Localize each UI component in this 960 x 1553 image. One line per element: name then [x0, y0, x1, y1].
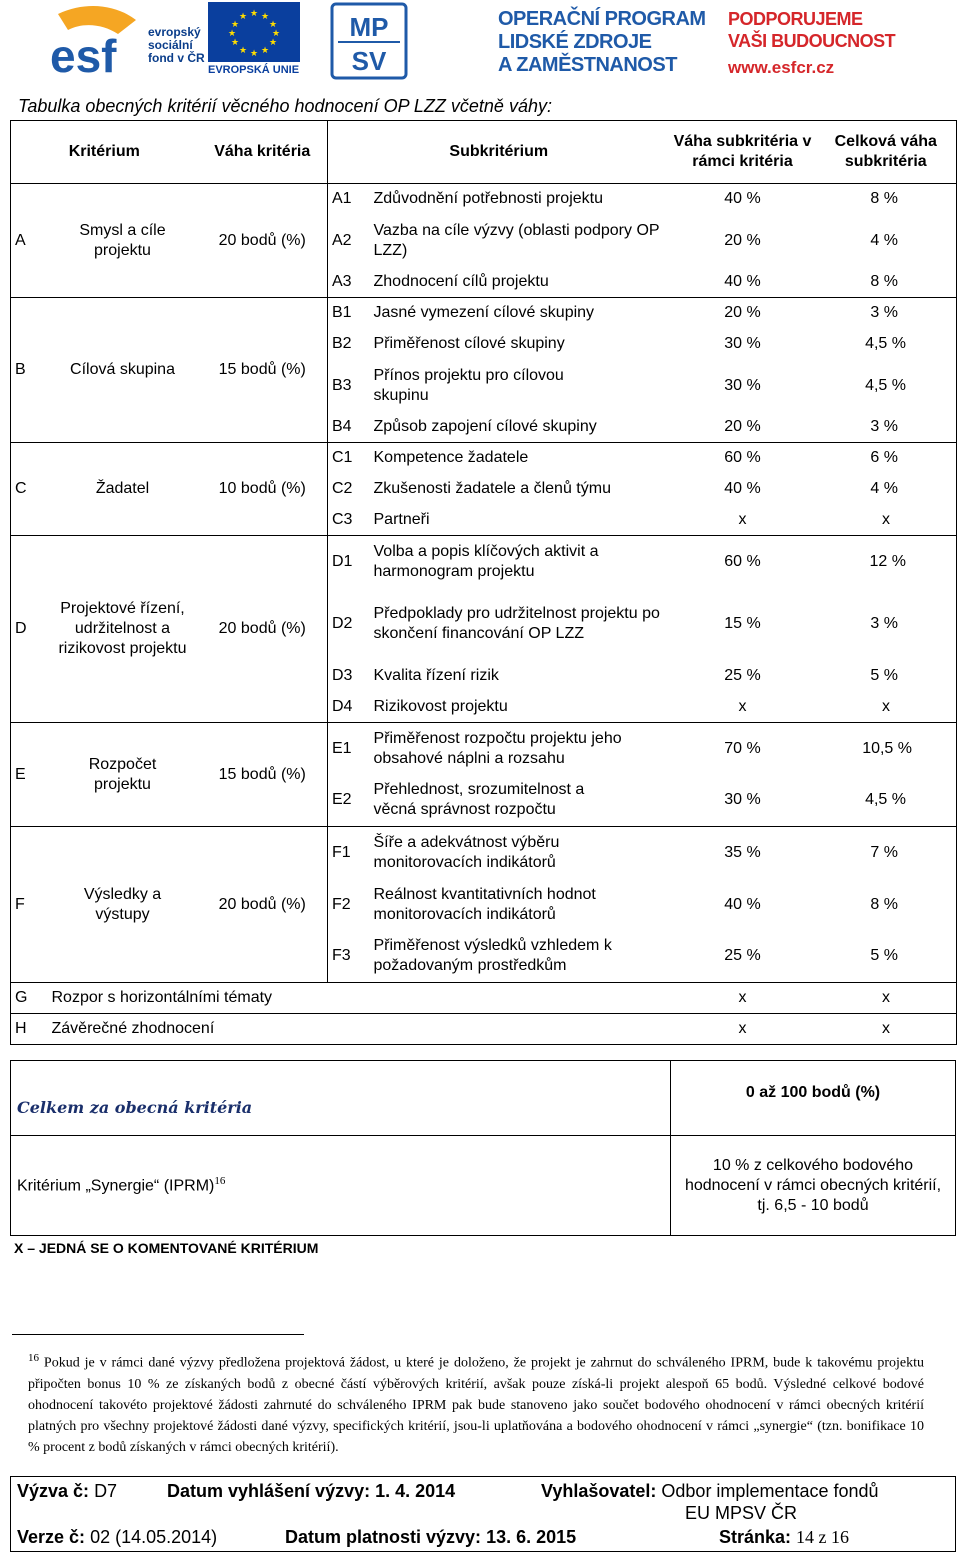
criterion-weight: 10 bodů (%) [198, 443, 328, 536]
sub-code: C2 [328, 474, 370, 505]
sub-weight: 40 % [724, 190, 761, 208]
sub-total: x [816, 983, 957, 1014]
sub-code: F2 [328, 879, 370, 931]
footnote-divider [12, 1334, 304, 1335]
sub-code: D4 [328, 692, 370, 723]
sub-code: E1 [328, 723, 370, 775]
sub-code: D3 [328, 661, 370, 692]
criterion-letter: G [11, 983, 48, 1014]
sub-name: Vazba na cíle výzvy (oblasti podpory OP LZZ) [373, 221, 660, 259]
sub-total: 4,5 % [816, 775, 957, 827]
table-caption: Tabulka obecných kritérií věcného hodnocení OP LZZ včetně váhy: [18, 96, 552, 116]
sub-total: 12 % [816, 536, 957, 588]
svg-text:★: ★ [271, 29, 281, 39]
criterion-letter: C [11, 443, 48, 536]
sub-weight: 30 % [670, 775, 816, 827]
svg-text:★: ★ [249, 9, 259, 19]
sub-total: 8 % [816, 184, 957, 215]
criterion-letter: A [11, 184, 48, 298]
svg-text:★: ★ [260, 12, 270, 22]
footnote-ref: 16 [214, 1174, 226, 1187]
summary-table [10, 1060, 956, 1236]
sub-code: B2 [328, 329, 370, 360]
col-weight: Váha kritéria [198, 121, 328, 184]
eu-stars-icon [208, 2, 300, 62]
table-row [11, 298, 957, 329]
sub-total: x [816, 692, 957, 723]
esf-text: evropský sociální fond v ČR [148, 25, 205, 65]
sub-total: x [816, 505, 957, 536]
sub-code: A2 [328, 215, 370, 267]
esf-logo [48, 4, 140, 78]
table-row [11, 827, 957, 879]
sub-total: 8 % [816, 267, 957, 298]
table-row [11, 536, 957, 588]
table-row [11, 443, 957, 474]
sub-total: 6 % [816, 443, 957, 474]
sub-code: B1 [328, 298, 370, 329]
criterion-weight: 15 bodů (%) [198, 723, 328, 827]
footer-valid: Datum platnosti výzvy: 13. 6. 2015 [285, 1527, 577, 1547]
sub-weight: x [670, 505, 816, 536]
col-subcriterion: Subkritérium [328, 121, 670, 184]
sub-total: 5 % [816, 931, 957, 983]
criterion-name: Cílová skupina [48, 298, 198, 443]
svg-text:★: ★ [249, 49, 259, 59]
sub-weight: 20 % [670, 412, 816, 443]
criterion-name: Rozpor s horizontálními tématy [48, 983, 670, 1014]
sub-weight: 40 % [670, 267, 816, 298]
criterion-weight: 20 bodů (%) [198, 184, 328, 298]
sub-name: Reálnost kvantitativních hodnot monitorovacích indikátorů [373, 885, 596, 923]
summary-row [11, 1136, 956, 1236]
criterion-letter: E [11, 723, 48, 827]
sub-weight: 30 % [724, 376, 761, 394]
sub-total: 7 % [816, 827, 957, 879]
sub-total: 3 % [816, 298, 957, 329]
svg-text:★: ★ [268, 20, 278, 30]
sub-total: 8 % [816, 879, 957, 931]
sub-name: Zdůvodnění potřebnosti projektu [373, 190, 603, 208]
synergy-value: 10 % z celkového bodového hodnocení v rámci obecných kritérií, tj. 6,5 - 10 bodů [671, 1136, 956, 1236]
sub-code: A1 [328, 184, 370, 215]
col-criterion: Kritérium [11, 121, 198, 184]
svg-text:★: ★ [238, 46, 248, 56]
op-web: www.esfcr.cz [728, 58, 835, 77]
sub-weight: 40 % [724, 480, 761, 497]
sub-code: A3 [328, 267, 370, 298]
sub-code: B3 [328, 360, 370, 412]
criterion-letter: D [11, 536, 48, 723]
svg-text:★: ★ [260, 46, 270, 56]
sub-name: Rizikovost projektu [370, 692, 670, 723]
criterion-weight: 15 bodů (%) [198, 298, 328, 443]
logo-header [0, 0, 960, 88]
page-footer [10, 1476, 956, 1552]
criterion-name: Smysl a cíle projektu [48, 184, 198, 298]
sub-weight: x [670, 983, 816, 1014]
footer-version: Verze č: 02 (14.05.2014) [17, 1527, 218, 1547]
sub-weight: x [670, 1014, 816, 1045]
sub-total: 4 % [816, 215, 957, 267]
table-row [11, 1014, 957, 1045]
sub-weight: 60 % [724, 552, 761, 570]
svg-text:★: ★ [230, 38, 240, 48]
total-label: Celkem za obecná kritéria [11, 1061, 671, 1136]
sub-code: C1 [328, 443, 370, 474]
sub-name: Zkušenosti žadatele a členů týmu [373, 480, 611, 497]
sub-name: Zhodnocení cílů projektu [370, 267, 670, 298]
sub-code: B4 [328, 412, 370, 443]
col-total-weight: Celková váha subkritéria [816, 121, 957, 184]
sub-weight: 20 % [724, 304, 761, 322]
op-slogan: PODPORUJEME VAŠI BUDOUCNOST [728, 9, 896, 51]
sub-code: D2 [328, 588, 370, 661]
total-value: 0 až 100 bodů (%) [671, 1061, 956, 1136]
svg-text:SV: SV [351, 46, 387, 76]
op-title: OPERAČNÍ PROGRAM LIDSKÉ ZDROJE A ZAMĚSTNANOST [498, 8, 706, 76]
sub-total: 3 % [816, 588, 957, 661]
footnote-number: 16 [28, 1352, 39, 1364]
svg-text:MP: MP [349, 12, 389, 42]
svg-text:★: ★ [268, 38, 278, 48]
sub-name: Přiměřenost výsledků vzhledem k požadovaným prostředkům [370, 931, 670, 983]
sub-name: Přínos projektu pro cílovou skupinu [373, 366, 564, 404]
sub-name: Šíře a adekvátnost výběru monitorovacích indikátorů [373, 833, 560, 871]
summary-row [11, 1061, 956, 1136]
criteria-table [10, 120, 957, 1045]
sub-total: 4,5 % [816, 360, 957, 412]
sub-weight: 70 % [724, 739, 761, 757]
sub-name: Partneři [370, 505, 670, 536]
sub-name: Způsob zapojení cílové skupiny [370, 412, 670, 443]
footer-announce: Datum vyhlášení výzvy: 1. 4. 2014 [167, 1481, 456, 1501]
sub-name: Kvalita řízení rizik [373, 667, 499, 684]
criterion-name: Rozpočet projektu [48, 723, 198, 827]
table-row [11, 723, 957, 775]
criterion-name: Žadatel [48, 443, 198, 536]
footer-call: Výzva č: D7 [17, 1481, 118, 1501]
sub-total: 5 % [816, 661, 957, 692]
sub-total: 4,5 % [816, 329, 957, 360]
sub-weight: 25 % [670, 931, 816, 983]
sub-weight: 35 % [724, 843, 761, 861]
criterion-letter: F [11, 827, 48, 983]
footer-issuer-2: EU MPSV ČR [685, 1503, 798, 1523]
sub-weight: x [670, 692, 816, 723]
svg-text:★: ★ [227, 29, 237, 39]
criterion-weight: 20 bodů (%) [198, 827, 328, 983]
sub-weight: 15 % [724, 615, 761, 632]
sub-weight: 25 % [724, 667, 761, 684]
criterion-name: Projektové řízení, udržitelnost a rizikovost projektu [48, 536, 198, 723]
sub-total: 4 % [816, 474, 957, 505]
sub-name: Předpoklady pro udržitelnost projektu po skončení financování OP LZZ [373, 605, 660, 642]
footnote-text: Pokud je v rámci dané výzvy předložena projektová žádost, u které je doloženo, že projekt je zahrnut do schváleného IPRM, bude k takovému projektu připočten bonus 10 % ze získaných bodů z obecné částí výběrových kritérií, avšak pouze získá-li projekt alespoň 65 bodů. Výsledné celkové bodové ohodnocení takovéto projektové žádosti zahrnuté do schváleného IPRM pak bude stanoveno jako součet bodového ohodnocení v rámci obecných kritérií platných pro všechny projektové žádosti dané výzvy, specifických kritérií, jsou-li uplatňována a bodového ohodnocení v rámci „synergie“ (tzn. bonifikace 10 % procent z bodů získaných v rámci obecných kritérií). [28, 1355, 925, 1455]
sub-code: F3 [328, 931, 370, 983]
svg-text:★: ★ [230, 20, 240, 30]
sub-code: F1 [328, 827, 370, 879]
criterion-name: Závěrečné zhodnocení [48, 1014, 670, 1045]
sub-name: Přehlednost, srozumitelnost a věcná správnost rozpočtu [370, 775, 670, 827]
sub-weight: 30 % [724, 335, 761, 352]
sub-name: Přiměřenost rozpočtu projektu jeho obsahové náplni a rozsahu [373, 729, 622, 767]
criterion-letter: H [11, 1014, 48, 1045]
sub-total: 3 % [816, 412, 957, 443]
mpsv-logo [330, 2, 408, 80]
col-sub-weight: Váha subkritéria v rámci kritéria [670, 121, 816, 184]
sub-weight: 40 % [724, 895, 761, 913]
sub-name: Volba a popis klíčových aktivit a harmonogram projektu [373, 542, 599, 580]
eu-caption: EVROPSKÁ UNIE [208, 64, 300, 76]
table-row [11, 983, 957, 1014]
table-row [11, 184, 957, 215]
sub-code: D1 [328, 536, 370, 588]
sub-total: x [816, 1014, 957, 1045]
footer-page: Stránka: 14 z 16 [719, 1527, 850, 1547]
note-x: X – JEDNÁ SE O KOMENTOVANÉ KRITÉRIUM [14, 1240, 319, 1256]
sub-total: 10,5 % [816, 723, 957, 775]
sub-code: E2 [328, 775, 370, 827]
footer-issuer: Vyhlašovatel: Odbor implementace fondů [541, 1481, 879, 1501]
footnote [28, 1348, 924, 1458]
criterion-weight: 20 bodů (%) [198, 536, 328, 723]
sub-name: Kompetence žadatele [373, 449, 529, 467]
sub-name: Přiměřenost cílové skupiny [373, 335, 565, 352]
sub-code: C3 [328, 505, 370, 536]
svg-text:esf: esf [50, 30, 117, 78]
sub-name: Jasné vymezení cílové skupiny [373, 304, 595, 322]
criterion-letter: B [11, 298, 48, 443]
eu-flag [208, 2, 300, 62]
synergy-label: Kritérium „Synergie“ (IPRM)$^{16}$ [11, 1136, 671, 1236]
svg-text:★: ★ [238, 12, 248, 22]
sub-weight: 60 % [724, 449, 761, 467]
sub-weight: 20 % [724, 231, 761, 249]
criterion-name: Výsledky a výstupy [48, 827, 198, 983]
table-header-row [11, 121, 957, 184]
